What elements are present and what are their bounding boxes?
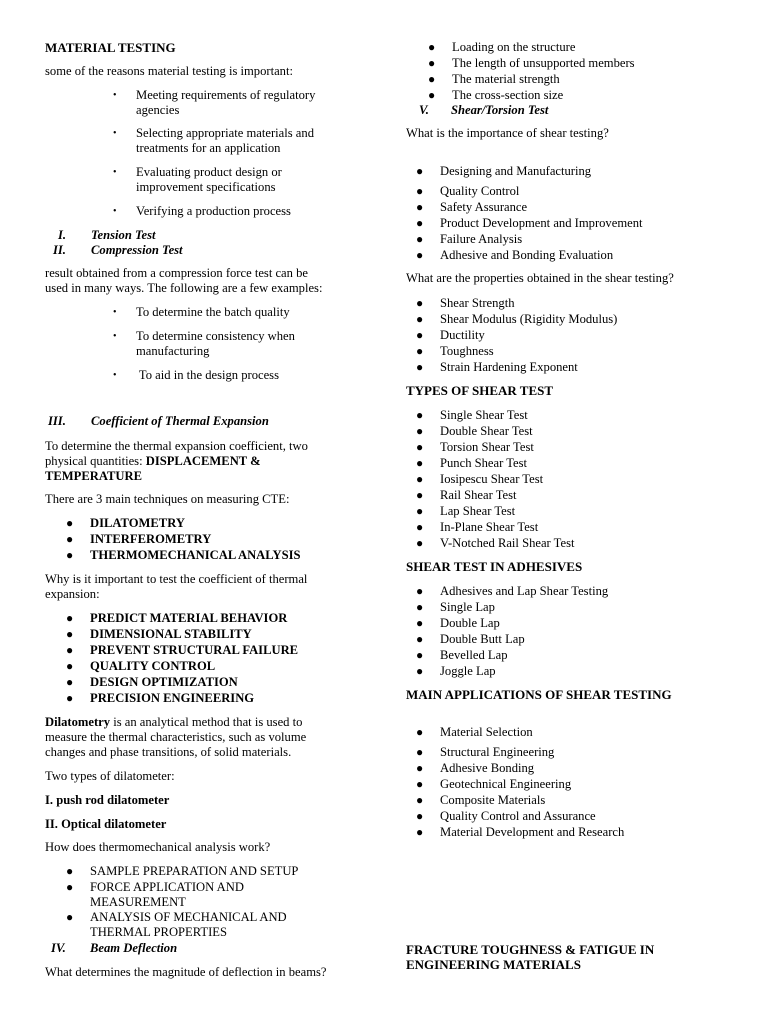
bullet-icon: ● bbox=[416, 440, 424, 454]
bullet-icon: ● bbox=[66, 675, 74, 689]
list-item-text: Shear Modulus (Rigidity Modulus) bbox=[440, 312, 618, 326]
bullet-icon: ● bbox=[416, 360, 424, 374]
bullet-icon: ● bbox=[428, 72, 436, 86]
bullet-icon: • bbox=[113, 128, 117, 139]
bullet-icon: ● bbox=[416, 328, 424, 342]
bullet-icon: ● bbox=[416, 793, 424, 807]
list-item-text: PREVENT STRUCTURAL FAILURE bbox=[90, 643, 299, 657]
bullet-icon: ● bbox=[66, 627, 74, 641]
list-item-text: Single Shear Test bbox=[440, 408, 528, 422]
paragraph-text: physical quantities: bbox=[45, 454, 146, 468]
bullet-icon: ● bbox=[66, 643, 74, 657]
bullet-icon: ● bbox=[428, 40, 436, 54]
list-item-text: Loading on the structure bbox=[452, 40, 576, 54]
list-item-text: Single Lap bbox=[440, 600, 495, 614]
list-item-text: PRECISION ENGINEERING bbox=[90, 691, 255, 705]
bullet-icon: • bbox=[113, 167, 117, 178]
list-item-text: Shear Strength bbox=[440, 296, 515, 310]
list-item-text: Adhesives and Lap Shear Testing bbox=[440, 584, 609, 598]
list-item-text: Double Lap bbox=[440, 616, 500, 630]
list-item-text: Material Development and Research bbox=[440, 825, 625, 839]
list-item-text: THERMOMECHANICAL ANALYSIS bbox=[90, 548, 301, 562]
list-item-text: Structural Engineering bbox=[440, 745, 555, 759]
paragraph-text: is an analytical method that is used to bbox=[110, 715, 303, 729]
list-item-text: Safety Assurance bbox=[440, 200, 528, 214]
list-item-text: FORCE APPLICATION AND bbox=[90, 880, 244, 894]
bullet-icon: ● bbox=[416, 312, 424, 326]
list-item-text: Verifying a production process bbox=[136, 204, 291, 218]
list-item-text: Adhesive and Bonding Evaluation bbox=[440, 248, 614, 262]
paragraph-emphasis: Dilatometry bbox=[45, 715, 111, 729]
section-title: TYPES OF SHEAR TEST bbox=[406, 383, 554, 398]
bullet-icon: ● bbox=[416, 504, 424, 518]
list-item-text: Bevelled Lap bbox=[440, 648, 508, 662]
list-item-text: Double Butt Lap bbox=[440, 632, 525, 646]
list-item-text: Selecting appropriate materials and bbox=[136, 126, 314, 140]
bullet-icon: • bbox=[113, 370, 117, 381]
list-item-text: The material strength bbox=[452, 72, 560, 86]
list-item-text: Double Shear Test bbox=[440, 424, 533, 438]
list-item-text: To determine consistency when bbox=[136, 329, 295, 343]
bullet-icon: • bbox=[113, 331, 117, 342]
doc-title: MATERIAL TESTING bbox=[45, 40, 176, 55]
section-number: IV. bbox=[51, 941, 66, 955]
section-title: FRACTURE TOUGHNESS & FATIGUE IN bbox=[406, 942, 655, 957]
list-item-text: Iosipescu Shear Test bbox=[440, 472, 544, 486]
bullet-icon: ● bbox=[416, 616, 424, 630]
bullet-icon: ● bbox=[416, 648, 424, 662]
bullet-icon: ● bbox=[416, 725, 424, 739]
bullet-icon: ● bbox=[416, 184, 424, 198]
paragraph-line: changes and phase transitions, of solid materials. bbox=[45, 745, 292, 759]
bullet-icon: ● bbox=[416, 632, 424, 646]
paragraph-line: What determines the magnitude of deflection in beams? bbox=[45, 965, 327, 979]
bullet-icon: ● bbox=[66, 659, 74, 673]
bullet-icon: ● bbox=[66, 532, 74, 546]
list-item-text: Rail Shear Test bbox=[440, 488, 517, 502]
paragraph-emphasis: DISPLACEMENT & bbox=[145, 454, 261, 468]
list-item-text: Geotechnical Engineering bbox=[440, 777, 572, 791]
bullet-icon: • bbox=[113, 307, 117, 318]
bullet-icon: ● bbox=[416, 825, 424, 839]
bullet-icon: ● bbox=[416, 248, 424, 262]
paragraph-line: expansion: bbox=[45, 587, 100, 601]
bullet-icon: ● bbox=[416, 296, 424, 310]
list-item-text: Lap Shear Test bbox=[440, 504, 516, 518]
bullet-icon: ● bbox=[66, 548, 74, 562]
list-item-text: QUALITY CONTROL bbox=[90, 659, 216, 673]
list-item-text: Quality Control and Assurance bbox=[440, 809, 596, 823]
list-item-text: agencies bbox=[136, 103, 180, 117]
paragraph-line bbox=[45, 454, 261, 469]
bullet-icon: ● bbox=[66, 910, 74, 924]
section-title: SHEAR TEST IN ADHESIVES bbox=[406, 559, 583, 574]
list-item-text: In-Plane Shear Test bbox=[440, 520, 539, 534]
paragraph-line: What are the properties obtained in the shear testing? bbox=[406, 271, 674, 285]
paragraph-line: measure the thermal characteristics, such as volume bbox=[45, 730, 307, 744]
list-item-text: Composite Materials bbox=[440, 793, 546, 807]
dilatometer-type: II. Optical dilatometer bbox=[45, 817, 167, 831]
bullet-icon: ● bbox=[416, 424, 424, 438]
list-item-text: THERMAL PROPERTIES bbox=[90, 925, 227, 939]
bullet-icon: ● bbox=[416, 456, 424, 470]
bullet-icon: ● bbox=[66, 611, 74, 625]
section-title: MAIN APPLICATIONS OF SHEAR TESTING bbox=[406, 687, 672, 702]
bullet-icon: ● bbox=[416, 536, 424, 550]
bullet-icon: ● bbox=[66, 516, 74, 530]
list-item-text: PREDICT MATERIAL BEHAVIOR bbox=[90, 611, 288, 625]
bullet-icon: ● bbox=[66, 864, 74, 878]
bullet-icon: ● bbox=[416, 584, 424, 598]
list-item-text: DILATOMETRY bbox=[90, 516, 185, 530]
list-item-text: INTERFEROMETRY bbox=[90, 532, 212, 546]
bullet-icon: ● bbox=[416, 600, 424, 614]
section-title: ENGINEERING MATERIALS bbox=[406, 957, 581, 972]
bullet-icon: ● bbox=[416, 164, 424, 178]
list-item-text: MEASUREMENT bbox=[90, 895, 186, 909]
list-item-text: Product Development and Improvement bbox=[440, 216, 643, 230]
list-item-text: DIMENSIONAL STABILITY bbox=[90, 627, 252, 641]
paragraph-line: Why is it important to test the coefficient of thermal bbox=[45, 572, 308, 586]
list-item-text: Torsion Shear Test bbox=[440, 440, 534, 454]
bullet-icon: • bbox=[113, 90, 117, 101]
paragraph-line bbox=[45, 715, 302, 730]
list-item-text: V-Notched Rail Shear Test bbox=[440, 536, 575, 550]
section-title: Tension Test bbox=[91, 228, 156, 242]
list-item-text: Ductility bbox=[440, 328, 485, 342]
paragraph-line: How does thermomechanical analysis work? bbox=[45, 840, 271, 854]
list-item-text: Punch Shear Test bbox=[440, 456, 528, 470]
paragraph-line: To determine the thermal expansion coefficient, two bbox=[45, 439, 308, 453]
bullet-icon: ● bbox=[416, 472, 424, 486]
list-item-text: SAMPLE PREPARATION AND SETUP bbox=[90, 864, 299, 878]
section-number: III. bbox=[48, 414, 66, 428]
bullet-icon: ● bbox=[416, 777, 424, 791]
section-title: Compression Test bbox=[91, 243, 183, 257]
list-item-text: To aid in the design process bbox=[136, 368, 279, 382]
intro-text: some of the reasons material testing is important: bbox=[45, 64, 293, 78]
bullet-icon: ● bbox=[416, 200, 424, 214]
bullet-icon: • bbox=[113, 206, 117, 217]
section-title: Coefficient of Thermal Expansion bbox=[91, 414, 269, 428]
list-item-text: Joggle Lap bbox=[440, 664, 496, 678]
bullet-icon: ● bbox=[416, 216, 424, 230]
bullet-icon: ● bbox=[416, 488, 424, 502]
paragraph-line: used in many ways. The following are a few examples: bbox=[45, 281, 323, 295]
list-item-text: Material Selection bbox=[440, 725, 533, 739]
list-item-text: improvement specifications bbox=[136, 180, 276, 194]
dilatometer-type: I. push rod dilatometer bbox=[45, 793, 170, 807]
paragraph-emphasis: TEMPERATURE bbox=[45, 469, 143, 483]
bullet-icon: ● bbox=[428, 56, 436, 70]
list-item-text: The cross-section size bbox=[452, 88, 564, 102]
bullet-icon: ● bbox=[416, 520, 424, 534]
bullet-icon: ● bbox=[416, 408, 424, 422]
list-item-text: To determine the batch quality bbox=[136, 305, 290, 319]
section-number: II. bbox=[53, 243, 66, 257]
section-title: Shear/Torsion Test bbox=[451, 103, 549, 117]
list-item-text: Designing and Manufacturing bbox=[440, 164, 592, 178]
list-item-text: Strain Hardening Exponent bbox=[440, 360, 578, 374]
paragraph-line: Two types of dilatometer: bbox=[45, 769, 175, 783]
list-item-text: ANALYSIS OF MECHANICAL AND bbox=[90, 910, 287, 924]
section-number: I. bbox=[58, 228, 67, 242]
bullet-icon: ● bbox=[428, 88, 436, 102]
section-title: Beam Deflection bbox=[90, 941, 178, 955]
list-item-text: The length of unsupported members bbox=[452, 56, 635, 70]
bullet-icon: ● bbox=[416, 809, 424, 823]
paragraph-line: What is the importance of shear testing? bbox=[406, 126, 609, 140]
section-number: V. bbox=[419, 103, 429, 117]
list-item-text: DESIGN OPTIMIZATION bbox=[90, 675, 238, 689]
bullet-icon: ● bbox=[416, 344, 424, 358]
list-item-text: Toughness bbox=[440, 344, 494, 358]
list-item-text: treatments for an application bbox=[136, 141, 281, 155]
list-item-text: Failure Analysis bbox=[440, 232, 523, 246]
bullet-icon: ● bbox=[66, 880, 74, 894]
bullet-icon: ● bbox=[66, 691, 74, 705]
bullet-icon: ● bbox=[416, 232, 424, 246]
bullet-icon: ● bbox=[416, 761, 424, 775]
list-item-text: Quality Control bbox=[440, 184, 520, 198]
list-item-text: manufacturing bbox=[136, 344, 210, 358]
bullet-icon: ● bbox=[416, 664, 424, 678]
list-item-text: Evaluating product design or bbox=[136, 165, 282, 179]
paragraph-line: There are 3 main techniques on measuring CTE: bbox=[45, 492, 290, 506]
list-item-text: Adhesive Bonding bbox=[440, 761, 535, 775]
bullet-icon: ● bbox=[416, 745, 424, 759]
list-item-text: Meeting requirements of regulatory bbox=[136, 88, 316, 102]
paragraph-line: result obtained from a compression force test can be bbox=[45, 266, 308, 280]
